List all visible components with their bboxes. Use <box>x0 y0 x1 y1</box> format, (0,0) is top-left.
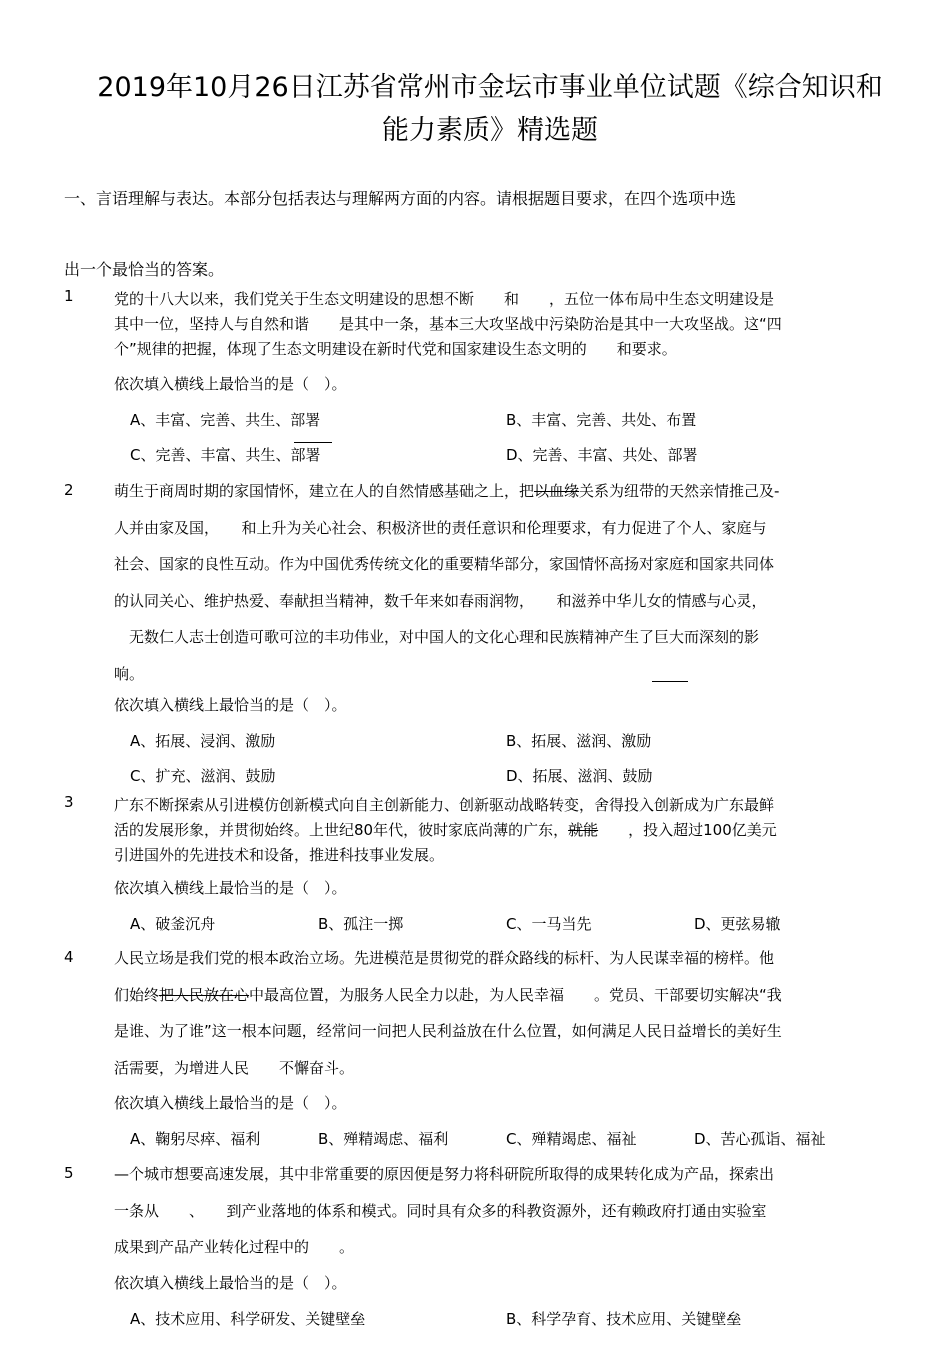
question-number: 3 <box>64 793 74 811</box>
option-b[interactable]: B、科学孕育、技术应用、关键壁垒 <box>506 1310 742 1328</box>
question-number: 2 <box>64 481 74 499</box>
title-line-1: 2019年10月26日江苏省常州市金坛市事业单位试题《综合知识和 <box>97 72 883 103</box>
section-intro-line-2: 出一个最恰当的答案。 <box>64 260 225 279</box>
struck-text: 把人民放在心 <box>159 985 250 1004</box>
question-line: 其中一位，坚持人与自然和谐 是其中一条，基本三大攻坚战中污染防治是其中一大攻坚战。这“四 <box>114 315 782 333</box>
option-d[interactable]: D、苦心孤诣、福祉 <box>694 1130 826 1148</box>
document-title <box>60 66 920 152</box>
option-d[interactable]: D、更弦易辙 <box>694 915 781 933</box>
question-number: 4 <box>64 948 74 966</box>
question-line: 萌生于商周时期的家国情怀，建立在人的自然情感基础之上，把以血缘关系为纽带的天然亲情推己及- <box>114 482 780 500</box>
option-b[interactable]: B、孤注一掷 <box>318 915 404 933</box>
question-text <box>114 1156 874 1266</box>
option-a[interactable]: A、鞠躬尽瘁、福利 <box>130 1130 261 1148</box>
question-text <box>114 473 874 692</box>
question-text <box>114 940 874 1086</box>
question-line: 社会、国家的良性互动。作为中国优秀传统文化的重要精华部分，家国情怀高扬对家庭和国家共同体 <box>114 555 775 573</box>
question-prompt: 依次填入横线上最恰当的是（ ）。 <box>114 879 347 897</box>
question-line: 们始终把人民放在心中最高位置，为服务人民全力以赴，为人民幸福 。党员、干部要切实解决“我 <box>114 985 782 1004</box>
question-line: 活需要，为增进人民 不懈奋斗。 <box>114 1058 355 1077</box>
question-prompt: 依次填入横线上最恰当的是（ ）。 <box>114 375 347 393</box>
option-c[interactable]: C、一马当先 <box>506 915 592 933</box>
option-c[interactable]: C、扩充、滋润、鼓励 <box>130 767 276 785</box>
question-prompt: 依次填入横线上最恰当的是（ ）。 <box>114 1094 347 1112</box>
question-text <box>114 793 874 868</box>
question-number: 1 <box>64 287 74 305</box>
struck-text: 就能 <box>568 821 599 839</box>
question-line: —个城市想要高速发展，其中非常重要的原因便是努力将科研院所取得的成果转化成为产品，探索出 <box>114 1165 775 1183</box>
question-line: 无数仁人志士创造可歌可泣的丰功伟业，对中国人的文化心理和民族精神产生了巨大而深刻的影 <box>114 628 760 646</box>
blank-line <box>652 681 688 682</box>
question-line: 党的十八大以来，我们党关于生态文明建设的思想不断 和 ，五位一体布局中生态文明建设是 <box>114 290 775 308</box>
question-line: 人并由家及国， 和上升为关心社会、积极济世的责任意识和伦理要求，有力促进了个人、家庭与 <box>114 518 767 537</box>
question-line: 人民立场是我们党的根本政治立场。先进模范是贯彻党的群众路线的标杆、为人民谋幸福的榜样。他 <box>114 949 775 967</box>
question-prompt: 依次填入横线上最恰当的是（ ）。 <box>114 1274 347 1292</box>
option-d[interactable]: D、拓展、滋润、鼓励 <box>506 767 653 785</box>
question-line: 是谁、为了谁”这一根本问题，经常问一问把人民利益放在什么位置，如何满足人民日益增长的美好生 <box>114 1022 782 1040</box>
struck-text: 以血缘 <box>534 482 580 500</box>
option-b[interactable]: B、殚精竭虑、福利 <box>318 1130 449 1148</box>
option-a[interactable]: A、破釜沉舟 <box>130 915 216 933</box>
question-number: 5 <box>64 1164 74 1182</box>
question-line: 的认同关心、维护热爱、奉献担当精神，数千年来如春雨润物， 和滋养中华儿女的情感与心灵， <box>114 591 767 610</box>
option-c[interactable]: C、殚精竭虑、福祉 <box>506 1130 637 1148</box>
question-line: 成果到产品产业转化过程中的 。 <box>114 1238 355 1256</box>
option-d[interactable]: D、完善、丰富、共处、部署 <box>506 446 698 464</box>
option-a[interactable]: A、技术应用、科学研发、关键壁垒 <box>130 1310 366 1328</box>
option-c[interactable]: C、完善、丰富、共生、部署 <box>130 446 321 464</box>
question-line: 个”规律的把握，体现了生态文明建设在新时代党和国家建设生态文明的 和要求。 <box>114 340 677 358</box>
section-intro-line-1: 一、言语理解与表达。本部分包括表达与理解两方面的内容。请根据题目要求，在四个选项中选 <box>64 189 737 208</box>
title-line-2: 能力素质》精选题 <box>382 115 598 146</box>
option-a[interactable]: A、丰富、完善、共生、部署 <box>130 411 321 429</box>
question-prompt: 依次填入横线上最恰当的是（ ）。 <box>114 696 347 714</box>
question-line: 活的发展形象，并贯彻始终。上世纪80年代，彼时家底尚薄的广东，就能 ，投入超过100亿美元 <box>114 821 777 839</box>
option-b[interactable]: B、丰富、完善、共处、布置 <box>506 411 697 429</box>
question-text <box>114 287 874 362</box>
option-a[interactable]: A、拓展、浸润、激励 <box>130 732 276 750</box>
option-b[interactable]: B、拓展、滋润、激励 <box>506 732 652 750</box>
stray-mark <box>294 442 332 443</box>
question-line: 引进国外的先进技术和设备，推进科技事业发展。 <box>114 846 445 864</box>
question-line: 响。 <box>114 664 145 683</box>
question-line: 广东不断探索从引进模仿创新模式向自主创新能力、创新驱动战略转变，舍得投入创新成为广东最鲜 <box>114 796 775 814</box>
question-line: 一条从 、 到产业落地的体系和模式。同时具有众多的科教资源外，还有赖政府打通由实验室 <box>114 1201 767 1220</box>
